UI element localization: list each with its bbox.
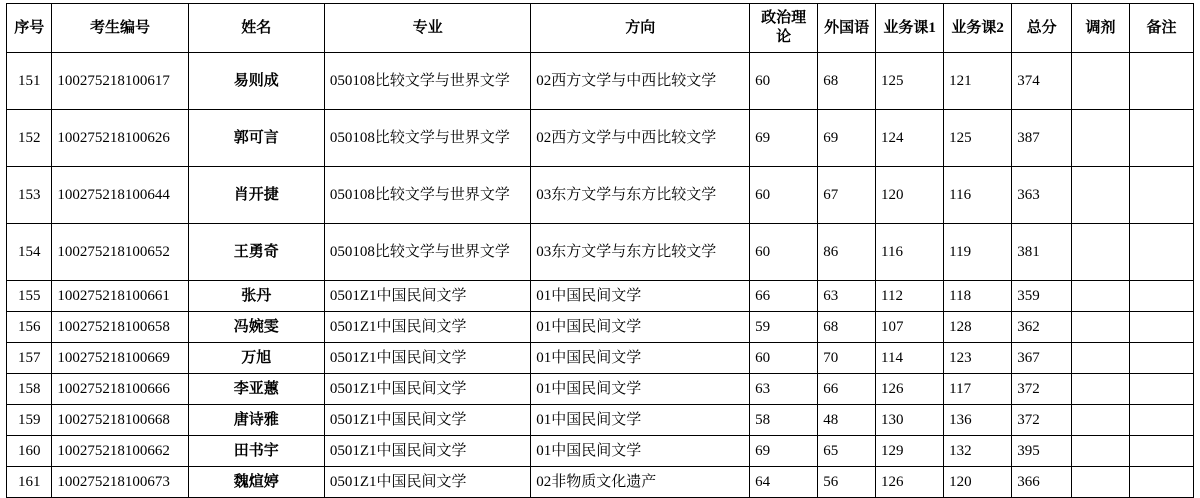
column-header-total: 总分 — [1012, 4, 1072, 53]
cell-direction: 01中国民间文学 — [531, 405, 750, 436]
cell-prof1: 124 — [876, 110, 944, 167]
column-header-major: 专业 — [324, 4, 530, 53]
cell-exam-no: 100275218100661 — [52, 281, 188, 312]
cell-major: 0501Z1中国民间文学 — [324, 312, 530, 343]
table-row — [7, 405, 1194, 436]
cell-foreign: 63 — [818, 281, 876, 312]
cell-total: 381 — [1012, 224, 1072, 281]
cell-seq: 157 — [7, 343, 52, 374]
cell-direction: 01中国民间文学 — [531, 436, 750, 467]
table-row — [7, 167, 1194, 224]
cell-prof1: 116 — [876, 224, 944, 281]
column-header-foreign: 外国语 — [818, 4, 876, 53]
cell-total: 372 — [1012, 405, 1072, 436]
cell-seq: 151 — [7, 53, 52, 110]
cell-exam-no: 100275218100652 — [52, 224, 188, 281]
cell-direction: 03东方文学与东方比较文学 — [531, 224, 750, 281]
table-header-row — [7, 4, 1194, 53]
cell-prof2: 117 — [944, 374, 1012, 405]
cell-exam-no: 100275218100644 — [52, 167, 188, 224]
cell-adjust — [1072, 167, 1130, 224]
cell-name: 张丹 — [188, 281, 324, 312]
cell-total: 374 — [1012, 53, 1072, 110]
cell-major: 0501Z1中国民间文学 — [324, 343, 530, 374]
table-row — [7, 467, 1194, 498]
cell-seq: 154 — [7, 224, 52, 281]
cell-politics: 60 — [750, 53, 818, 110]
cell-direction: 02西方文学与中西比较文学 — [531, 110, 750, 167]
table-body — [7, 53, 1194, 498]
cell-name: 李亚蕙 — [188, 374, 324, 405]
cell-prof2: 116 — [944, 167, 1012, 224]
table-row — [7, 281, 1194, 312]
cell-name: 王勇奇 — [188, 224, 324, 281]
cell-prof1: 112 — [876, 281, 944, 312]
column-header-seq: 序号 — [7, 4, 52, 53]
cell-seq: 155 — [7, 281, 52, 312]
cell-foreign: 66 — [818, 374, 876, 405]
cell-adjust — [1072, 343, 1130, 374]
cell-total: 395 — [1012, 436, 1072, 467]
cell-major: 050108比较文学与世界文学 — [324, 110, 530, 167]
cell-direction: 01中国民间文学 — [531, 281, 750, 312]
table-header — [7, 4, 1194, 53]
cell-exam-no: 100275218100668 — [52, 405, 188, 436]
table-row — [7, 224, 1194, 281]
cell-adjust — [1072, 281, 1130, 312]
cell-foreign: 70 — [818, 343, 876, 374]
cell-prof1: 126 — [876, 467, 944, 498]
cell-politics: 60 — [750, 343, 818, 374]
cell-remark — [1129, 374, 1193, 405]
cell-prof1: 125 — [876, 53, 944, 110]
cell-seq: 160 — [7, 436, 52, 467]
column-header-direction: 方向 — [531, 4, 750, 53]
cell-direction: 01中国民间文学 — [531, 343, 750, 374]
cell-prof1: 107 — [876, 312, 944, 343]
table-row — [7, 110, 1194, 167]
cell-remark — [1129, 224, 1193, 281]
cell-prof2: 119 — [944, 224, 1012, 281]
cell-foreign: 65 — [818, 436, 876, 467]
cell-foreign: 67 — [818, 167, 876, 224]
cell-total: 387 — [1012, 110, 1072, 167]
cell-prof2: 132 — [944, 436, 1012, 467]
cell-direction: 02西方文学与中西比较文学 — [531, 53, 750, 110]
cell-total: 363 — [1012, 167, 1072, 224]
cell-foreign: 86 — [818, 224, 876, 281]
cell-total: 359 — [1012, 281, 1072, 312]
cell-major: 0501Z1中国民间文学 — [324, 436, 530, 467]
cell-seq: 156 — [7, 312, 52, 343]
cell-exam-no: 100275218100666 — [52, 374, 188, 405]
cell-remark — [1129, 312, 1193, 343]
cell-major: 0501Z1中国民间文学 — [324, 467, 530, 498]
cell-major: 0501Z1中国民间文学 — [324, 405, 530, 436]
table-row — [7, 374, 1194, 405]
cell-prof1: 114 — [876, 343, 944, 374]
cell-remark — [1129, 343, 1193, 374]
cell-remark — [1129, 53, 1193, 110]
cell-direction: 01中国民间文学 — [531, 312, 750, 343]
cell-adjust — [1072, 374, 1130, 405]
cell-total: 367 — [1012, 343, 1072, 374]
cell-remark — [1129, 467, 1193, 498]
cell-prof2: 125 — [944, 110, 1012, 167]
cell-prof2: 118 — [944, 281, 1012, 312]
column-header-prof1: 业务课1 — [876, 4, 944, 53]
cell-exam-no: 100275218100669 — [52, 343, 188, 374]
cell-adjust — [1072, 467, 1130, 498]
cell-politics: 64 — [750, 467, 818, 498]
cell-seq: 158 — [7, 374, 52, 405]
cell-name: 冯婉雯 — [188, 312, 324, 343]
cell-adjust — [1072, 110, 1130, 167]
cell-exam-no: 100275218100673 — [52, 467, 188, 498]
cell-name: 田书宇 — [188, 436, 324, 467]
cell-total: 366 — [1012, 467, 1072, 498]
cell-name: 魏煊婷 — [188, 467, 324, 498]
cell-name: 郭可言 — [188, 110, 324, 167]
cell-major: 050108比较文学与世界文学 — [324, 53, 530, 110]
cell-name: 唐诗雅 — [188, 405, 324, 436]
cell-remark — [1129, 436, 1193, 467]
column-header-remark: 备注 — [1129, 4, 1193, 53]
document-sheet — [0, 3, 1200, 498]
cell-seq: 152 — [7, 110, 52, 167]
cell-name: 万旭 — [188, 343, 324, 374]
cell-major: 050108比较文学与世界文学 — [324, 224, 530, 281]
cell-prof2: 120 — [944, 467, 1012, 498]
cell-major: 050108比较文学与世界文学 — [324, 167, 530, 224]
cell-foreign: 68 — [818, 312, 876, 343]
cell-remark — [1129, 110, 1193, 167]
cell-prof2: 136 — [944, 405, 1012, 436]
cell-remark — [1129, 405, 1193, 436]
cell-politics: 66 — [750, 281, 818, 312]
cell-prof1: 126 — [876, 374, 944, 405]
cell-exam-no: 100275218100658 — [52, 312, 188, 343]
cell-prof1: 130 — [876, 405, 944, 436]
cell-politics: 60 — [750, 167, 818, 224]
cell-direction: 03东方文学与东方比较文学 — [531, 167, 750, 224]
cell-remark — [1129, 167, 1193, 224]
column-header-exam-no: 考生编号 — [52, 4, 188, 53]
table-row — [7, 343, 1194, 374]
cell-direction: 01中国民间文学 — [531, 374, 750, 405]
column-header-prof2: 业务课2 — [944, 4, 1012, 53]
cell-exam-no: 100275218100626 — [52, 110, 188, 167]
cell-politics: 69 — [750, 436, 818, 467]
cell-adjust — [1072, 312, 1130, 343]
cell-seq: 153 — [7, 167, 52, 224]
cell-adjust — [1072, 405, 1130, 436]
column-header-name: 姓名 — [188, 4, 324, 53]
cell-foreign: 69 — [818, 110, 876, 167]
cell-exam-no: 100275218100617 — [52, 53, 188, 110]
table-row — [7, 53, 1194, 110]
cell-prof2: 123 — [944, 343, 1012, 374]
table-row — [7, 436, 1194, 467]
cell-total: 362 — [1012, 312, 1072, 343]
cell-adjust — [1072, 436, 1130, 467]
cell-foreign: 68 — [818, 53, 876, 110]
cell-prof2: 128 — [944, 312, 1012, 343]
cell-direction: 02非物质文化遗产 — [531, 467, 750, 498]
cell-adjust — [1072, 53, 1130, 110]
cell-politics: 69 — [750, 110, 818, 167]
cell-major: 0501Z1中国民间文学 — [324, 374, 530, 405]
cell-prof2: 121 — [944, 53, 1012, 110]
table-row — [7, 312, 1194, 343]
cell-seq: 159 — [7, 405, 52, 436]
cell-name: 肖开捷 — [188, 167, 324, 224]
cell-prof1: 120 — [876, 167, 944, 224]
cell-politics: 63 — [750, 374, 818, 405]
cell-politics: 58 — [750, 405, 818, 436]
cell-major: 0501Z1中国民间文学 — [324, 281, 530, 312]
cell-politics: 59 — [750, 312, 818, 343]
cell-exam-no: 100275218100662 — [52, 436, 188, 467]
cell-name: 易则成 — [188, 53, 324, 110]
cell-remark — [1129, 281, 1193, 312]
cell-prof1: 129 — [876, 436, 944, 467]
cell-total: 372 — [1012, 374, 1072, 405]
column-header-politics: 政治理论 — [750, 4, 818, 53]
cell-foreign: 56 — [818, 467, 876, 498]
cell-politics: 60 — [750, 224, 818, 281]
column-header-adjust: 调剂 — [1072, 4, 1130, 53]
cell-seq: 161 — [7, 467, 52, 498]
cell-foreign: 48 — [818, 405, 876, 436]
cell-adjust — [1072, 224, 1130, 281]
admission-score-table — [6, 3, 1194, 498]
